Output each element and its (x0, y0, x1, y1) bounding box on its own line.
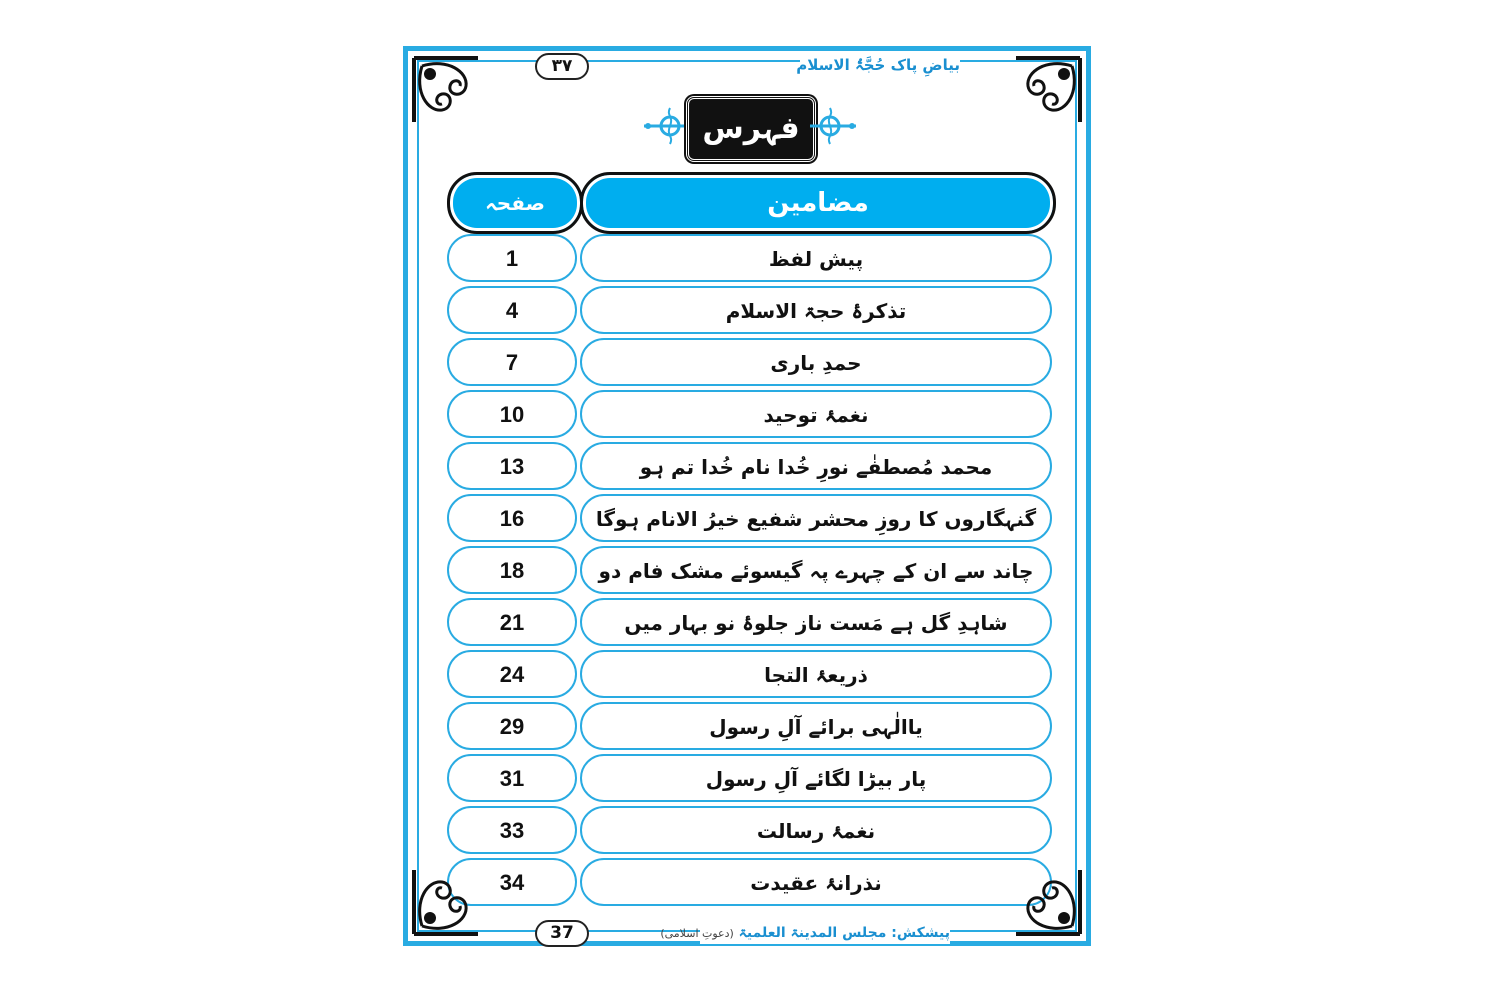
column-header-topics: مضامین (580, 172, 1056, 234)
toc-page-number[interactable]: 16 (447, 494, 577, 542)
toc-topic[interactable]: ذریعۂ التجا (580, 650, 1052, 698)
presenter-org: (دعوتِ اسلامی) (660, 927, 734, 940)
toc-page-number[interactable]: 7 (447, 338, 577, 386)
corner-ornament-top-right (1010, 52, 1086, 128)
page-number-bottom: 37 (535, 920, 589, 947)
toc-page-number[interactable]: 31 (447, 754, 577, 802)
toc-topic[interactable]: گنہگاروں کا روزِ محشر شفیع خیرُ الانام ہوگا (580, 494, 1052, 542)
toc-page-number[interactable]: 29 (447, 702, 577, 750)
toc-page-number[interactable]: 10 (447, 390, 577, 438)
corner-ornament-bottom-left (408, 864, 484, 940)
toc-topic[interactable]: پیش لفظ (580, 234, 1052, 282)
corner-ornament-top-left (408, 52, 484, 128)
toc-topic[interactable]: نغمۂ توحید (580, 390, 1052, 438)
toc-topic[interactable]: تذکرۂ حجۃ الاسلام (580, 286, 1052, 334)
toc-topic[interactable]: نغمۂ رسالت (580, 806, 1052, 854)
title-ornament-right-icon (808, 104, 860, 148)
toc-topic[interactable]: چاند سے ان کے چہرے پہ گیسوئے مشک فام دو (580, 546, 1052, 594)
toc-page-number[interactable]: 4 (447, 286, 577, 334)
toc-page-number[interactable]: 33 (447, 806, 577, 854)
toc-topic[interactable]: حمدِ باری (580, 338, 1052, 386)
toc-page-number[interactable]: 18 (447, 546, 577, 594)
book-title: بیاضِ پاک حُجَّۃُ الاسلام (796, 56, 960, 74)
page-number-top: ۳۷ (535, 53, 589, 80)
toc-topic[interactable]: محمد مُصطفٰے نورِ خُدا نام خُدا تم ہو (580, 442, 1052, 490)
toc-topic[interactable]: یاالٰہی برائے آلِ رسول (580, 702, 1052, 750)
title-block (640, 92, 860, 164)
toc-page-number[interactable]: 13 (447, 442, 577, 490)
toc-topic[interactable]: شاہدِ گل ہے مَست ناز جلوۂ نو بہار میں (580, 598, 1052, 646)
footer-presenter (660, 923, 950, 944)
toc-page-number[interactable]: 21 (447, 598, 577, 646)
toc-topic[interactable]: پار بیڑا لگائے آلِ رسول (580, 754, 1052, 802)
toc-page-number[interactable]: 1 (447, 234, 577, 282)
column-header-page: صفحہ (447, 172, 583, 234)
toc-topic[interactable]: نذرانۂ عقیدت (580, 858, 1052, 906)
index-title: فہرس (686, 96, 816, 162)
title-ornament-left-icon (640, 104, 692, 148)
corner-ornament-bottom-right (1010, 864, 1086, 940)
toc-page-number[interactable]: 34 (447, 858, 577, 906)
toc-page-number[interactable]: 24 (447, 650, 577, 698)
presenter-label: پیشکش: (891, 925, 950, 941)
presenter-name: مجلس المدینۃ العلمیۃ (738, 925, 887, 941)
